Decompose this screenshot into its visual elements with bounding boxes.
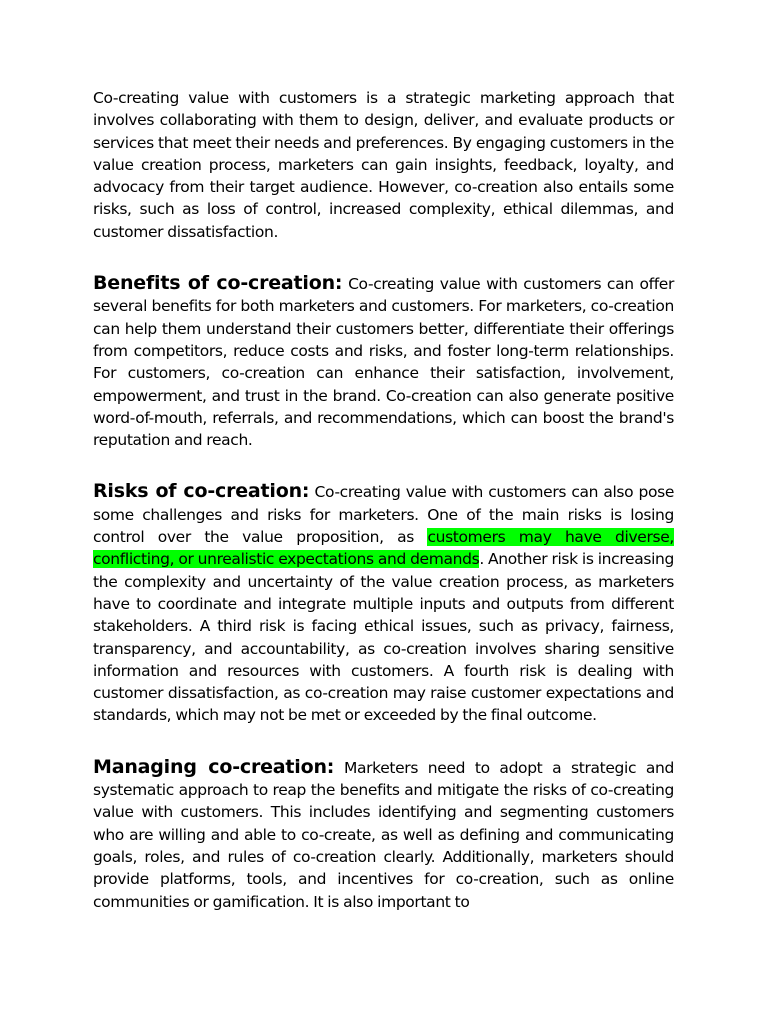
risks-text-after: . Another risk is increasing the complexity and uncertainty of the value creation process, as marketers have to coordinate and integrate multiple inputs and outputs from different stakeholders. A third risk is facing ethical issues, such as privacy, fairness, transparency, and accountability, as co-creation involves sharing sensitive information and resources with customers. A fourth risk is dealing with customer dissatisfaction, as co-creation may raise customer expectations and standards, which may not be met or exceeded by the final outcome. [93,550,674,725]
document-page [93,87,674,942]
risks-paragraph [93,480,674,726]
managing-heading: Managing co-creation: [93,755,335,778]
benefits-paragraph [93,272,674,451]
managing-text: Marketers need to adopt a strategic and systematic approach to reap the benefits and mitigate the risks of co-creating value with customers. This includes identifying and segmenting customers who are willing and able to co-create, as well as defining and communicating goals, roles, and rules of co-creation clearly. Additionally, marketers should provide platforms, tools, and incentives for co-creation, such as online communities or gamification. It is also important to [93,758,675,911]
managing-paragraph [93,756,674,913]
benefits-text: Co-creating value with customers can offer several benefits for both marketers and customers. For marketers, co-creation can help them understand their customers better, differentiate their offerings from competitors, reduce costs and risks, and foster long-term relationships. For customers, co-creation can enhance their satisfaction, involvement, empowerment, and trust in the brand. Co-creation can also generate positive word-of-mouth, referrals, and recommendations, which can boost the brand's reputation and reach. [93,275,675,450]
risks-heading: Risks of co-creation: [93,480,310,503]
risks-text-before: Co-creating value with customers can also pose some challenges and risks for marketers. One of the main risks is losing control over the value proposition, as [93,483,675,547]
benefits-heading: Benefits of co-creation: [93,272,343,295]
risks-highlighted-text: customers may have diverse, conflicting, or unrealistic expectations and demands [93,528,674,569]
intro-text: Co-creating value with customers is a strategic marketing approach that involves collaborating with them to design, deliver, and evaluate products or services that meet their needs and preferences. By engaging customers in the value creation process, marketers can gain insights, feedback, loyalty, and advocacy from their target audience. However, co-creation also entails some risks, such as loss of control, increased complexity, ethical dilemmas, and customer dissatisfaction. [93,89,674,241]
intro-paragraph [93,87,674,243]
